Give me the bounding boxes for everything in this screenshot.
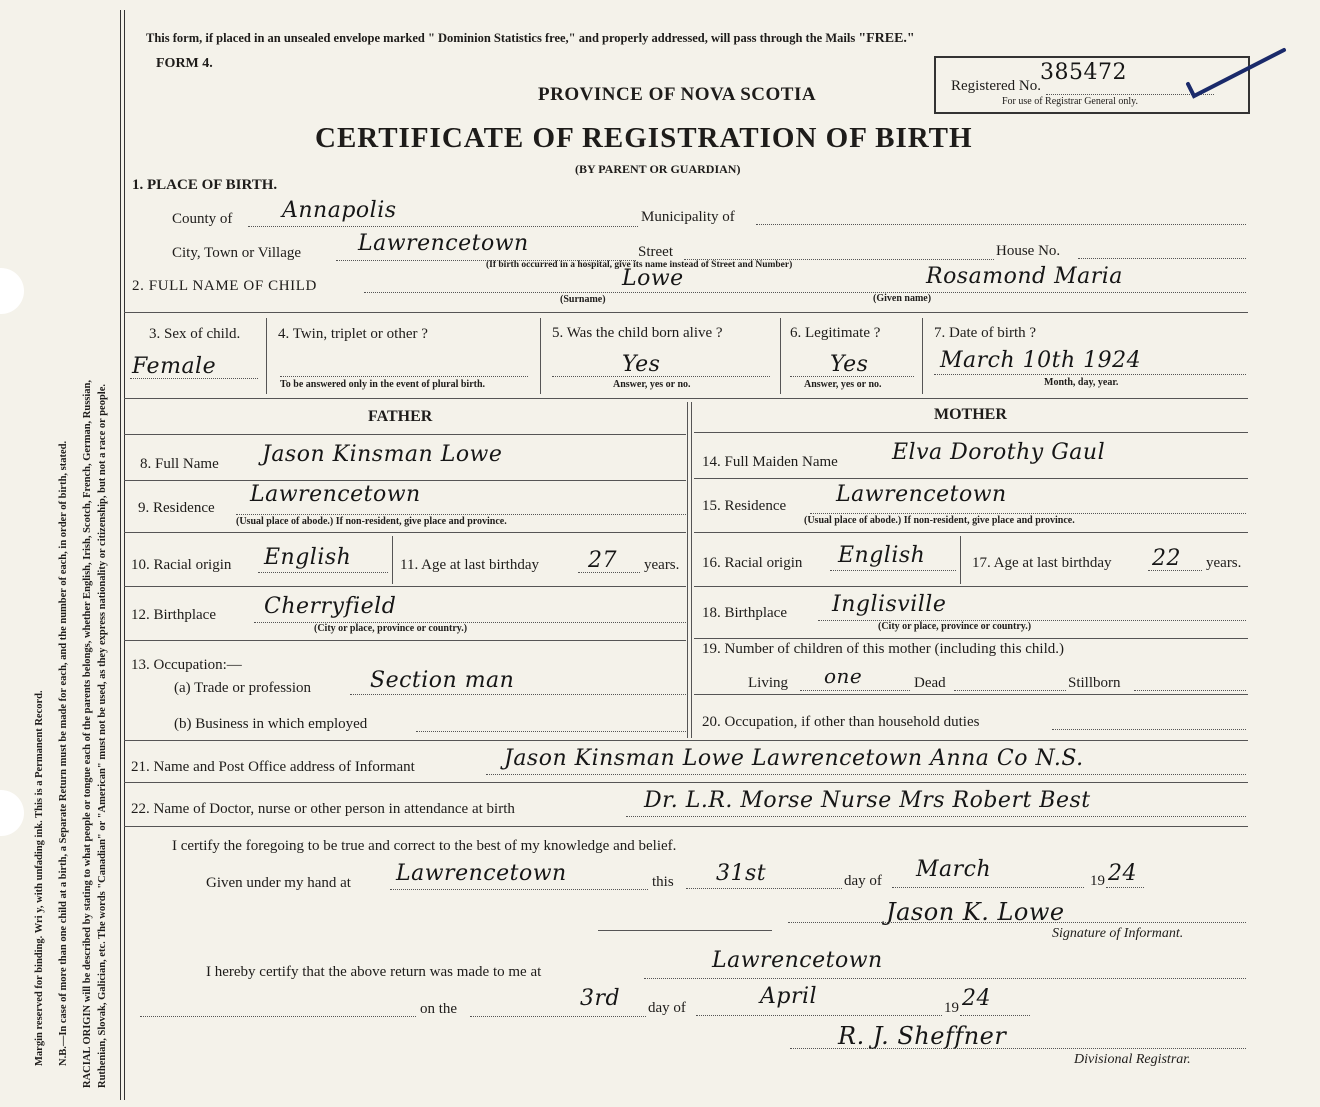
- father-race-rule: [124, 586, 686, 587]
- margin-note-racial-origin-2: Ruthenian, Slovak, Galician, etc. The words "Canadian" or "American" must not be used, as they express nationality or citizenship, but not a race or people.: [97, 383, 108, 1088]
- child-given-name: Rosamond Maria: [926, 264, 1123, 289]
- mother-birthplace-value: Inglisville: [832, 592, 947, 617]
- father-birthplace-label: 12. Birthplace: [131, 607, 216, 623]
- legitimate-label: 6. Legitimate ?: [790, 325, 881, 341]
- mail-notice: [146, 31, 915, 47]
- father-residence-note: (Usual place of abode.) If non-resident, give place and province.: [236, 516, 507, 527]
- mother-children-rule: [694, 694, 1248, 695]
- alive-label: 5. Was the child born alive ?: [552, 325, 723, 341]
- father-trade-value: Section man: [370, 668, 515, 693]
- alive-value: Yes: [622, 352, 661, 377]
- sex-value: Female: [132, 354, 217, 379]
- parent-divider-2: [691, 402, 692, 738]
- given-place-line: [390, 889, 648, 890]
- father-heading: FATHER: [368, 408, 433, 425]
- registrar-on-line: [470, 1016, 646, 1017]
- doctor-value: Dr. L.R. Morse Nurse Mrs Robert Best: [644, 788, 1091, 813]
- informant-label: 21. Name and Post Office address of Informant: [131, 759, 415, 775]
- father-residence-line: [236, 514, 686, 515]
- legitimate-value: Yes: [830, 352, 869, 377]
- registrar-pre-line: [140, 1016, 416, 1017]
- street-label: Street: [638, 244, 673, 260]
- row3-divider-1: [266, 318, 267, 394]
- father-age-value: 27: [588, 548, 617, 573]
- certificate-title: CERTIFICATE OF REGISTRATION OF BIRTH: [315, 122, 973, 154]
- mother-living-label: Living: [748, 675, 788, 691]
- registrar-signature-label: Divisional Registrar.: [1074, 1052, 1191, 1067]
- father-race-divider: [392, 536, 393, 584]
- mother-residence-label: 15. Residence: [702, 498, 787, 514]
- registrar-on-label: on the: [420, 1001, 458, 1017]
- informant-rule: [124, 782, 1248, 783]
- father-race-label: 10. Racial origin: [131, 557, 232, 573]
- mother-residence-line: [810, 513, 1246, 514]
- row3-divider-3: [780, 318, 781, 394]
- certify-statement: I certify the foregoing to be true and correct to the best of my knowledge and belief.: [172, 838, 677, 854]
- father-name-rule: [124, 480, 686, 481]
- father-trade-line: [350, 694, 686, 695]
- registrar-day-value: April: [760, 984, 818, 1009]
- mother-race-line: [830, 570, 956, 571]
- mother-heading-rule: [694, 432, 1248, 433]
- mother-dead-line: [954, 690, 1066, 691]
- mail-notice-text: This form, if placed in an unsealed envelope marked " Dominion Statistics free," and properly addressed, will pass through the Mails: [146, 31, 856, 45]
- row3-top-border: [124, 312, 1248, 313]
- registrar-place: Lawrencetown: [712, 948, 883, 973]
- parent-divider: [687, 402, 688, 738]
- registrar-signature: R. J. Sheffner: [838, 1022, 1007, 1050]
- mother-age-unit: years.: [1206, 555, 1242, 571]
- twin-label: 4. Twin, triplet or other ?: [278, 326, 428, 342]
- margin-note-racial-origin: RACIAL ORIGIN will be described by stating to what people or tongue each of the parents belongs, whether English, Irish, Scotch, French, German, Russian,: [82, 379, 93, 1088]
- registered-note: For use of Registrar General only.: [1002, 96, 1138, 107]
- mother-age-line: [1148, 570, 1202, 571]
- given-under-label: Given under my hand at: [206, 875, 351, 891]
- informant-signature-line: [788, 922, 1246, 923]
- father-business-line: [416, 731, 686, 732]
- checkmark-icon: [1180, 44, 1290, 104]
- house-line: [1078, 258, 1246, 259]
- row3-bottom-border: [124, 398, 1248, 399]
- dob-note: Month, day, year.: [1044, 377, 1119, 388]
- father-race-line: [258, 572, 388, 573]
- dob-label: 7. Date of birth ?: [934, 325, 1037, 341]
- given-name-note: (Given name): [873, 293, 932, 304]
- year-line: [1106, 887, 1144, 888]
- punch-hole-bottom: [0, 790, 24, 836]
- father-residence-label: 9. Residence: [138, 500, 215, 516]
- legitimate-line: [790, 376, 914, 377]
- mother-living-line: [800, 690, 910, 691]
- legitimate-note: Answer, yes or no.: [804, 379, 882, 390]
- sex-line: [130, 378, 258, 379]
- parents-bottom-border: [124, 740, 1248, 741]
- registrar-year-value: 24: [962, 986, 991, 1011]
- year-prefix: 19: [1090, 873, 1105, 889]
- twin-note: To be answered only in the event of plural birth.: [280, 379, 486, 390]
- municipality-label: Municipality of: [641, 209, 735, 225]
- father-name-label: 8. Full Name: [140, 456, 219, 472]
- row3-divider-4: [922, 318, 923, 394]
- twin-line: [280, 376, 528, 377]
- binding-margin-line-inner: [124, 10, 125, 1100]
- city-label: City, Town or Village: [172, 245, 302, 261]
- mother-name-label: 14. Full Maiden Name: [702, 454, 838, 470]
- mail-notice-free: "FREE.": [858, 31, 915, 46]
- mother-birthplace-label: 18. Birthplace: [702, 605, 787, 621]
- doctor-label: 22. Name of Doctor, nurse or other person in attendance at birth: [131, 801, 515, 817]
- registrar-statement: I hereby certify that the above return was made to me at: [206, 964, 542, 980]
- child-name-line: [364, 292, 1246, 293]
- city-value: Lawrencetown: [358, 231, 529, 256]
- father-age-label: 11. Age at last birthday: [400, 557, 539, 573]
- registrar-signature-line: [790, 1048, 1246, 1049]
- informant-value: Jason Kinsman Lowe Lawrencetown Anna Co N.S.: [504, 746, 1084, 771]
- father-birthplace-rule: [124, 640, 686, 641]
- mother-living-value: one: [824, 664, 863, 688]
- doctor-line: [626, 816, 1246, 817]
- father-race-value: English: [264, 545, 352, 570]
- registered-number: 385472: [1040, 60, 1127, 85]
- margin-note-binding: Margin reserved for binding. Wri y, with unfading ink. This is a Permanent Record.: [34, 690, 45, 1066]
- mother-race-divider: [960, 536, 961, 584]
- father-trade-label: (a) Trade or profession: [174, 680, 312, 696]
- mother-birthplace-note: (City or place, province or country.): [878, 621, 1032, 632]
- mother-stillborn-line: [1134, 690, 1246, 691]
- child-surname: Lowe: [622, 266, 684, 291]
- child-name-label: 2. FULL NAME OF CHILD: [132, 278, 317, 294]
- registrar-year-line: [960, 1015, 1030, 1016]
- registrar-place-line: [644, 978, 1246, 979]
- father-heading-rule: [124, 434, 686, 435]
- mother-race-rule: [694, 586, 1248, 587]
- this-day-line: [686, 888, 842, 889]
- mother-stillborn-label: Stillborn: [1068, 675, 1121, 691]
- mother-dead-label: Dead: [914, 675, 946, 691]
- mother-age-label: 17. Age at last birthday: [972, 555, 1112, 571]
- alive-line: [552, 376, 770, 377]
- father-residence-rule: [124, 532, 686, 533]
- mother-residence-value: Lawrencetown: [836, 482, 1007, 507]
- province-heading: PROVINCE OF NOVA SCOTIA: [538, 84, 817, 105]
- form-number: FORM 4.: [156, 56, 213, 71]
- dob-line: [934, 374, 1246, 375]
- informant-signature: Jason K. Lowe: [886, 898, 1065, 926]
- father-birthplace-value: Cherryfield: [264, 594, 397, 619]
- doctor-rule: [124, 826, 1248, 827]
- given-place-value: Lawrencetown: [396, 861, 567, 886]
- this-label: this: [652, 874, 674, 890]
- place-heading: 1. PLACE OF BIRTH.: [132, 177, 278, 193]
- informant-line: [486, 774, 1246, 775]
- informant-signature-label: Signature of Informant.: [1052, 926, 1184, 941]
- hospital-note: (If birth occurred in a hospital, give its name instead of Street and Number): [486, 260, 793, 270]
- binding-margin-line: [120, 10, 121, 1100]
- mother-occupation-label: 20. Occupation, if other than household duties: [702, 714, 980, 730]
- dob-value: March 10th 1924: [940, 348, 1142, 373]
- mother-race-value: English: [838, 543, 926, 568]
- father-residence-value: Lawrencetown: [250, 482, 421, 507]
- row3-divider-2: [540, 318, 541, 394]
- registrar-year-prefix: 19: [944, 1000, 959, 1016]
- registrar-day-line: [696, 1015, 942, 1016]
- mother-age-value: 22: [1152, 546, 1181, 571]
- mother-occupation-line: [1052, 729, 1246, 730]
- mother-birthplace-rule: [694, 638, 1248, 639]
- county-value: Annapolis: [282, 198, 397, 223]
- mother-residence-rule: [694, 532, 1248, 533]
- mother-residence-note: (Usual place of abode.) If non-resident, give place and province.: [804, 515, 1075, 526]
- father-age-unit: years.: [644, 557, 680, 573]
- father-name-value: Jason Kinsman Lowe: [262, 442, 503, 467]
- county-line: [248, 226, 638, 227]
- day-of-value: March: [916, 857, 992, 882]
- alive-note: Answer, yes or no.: [613, 379, 691, 390]
- mother-race-label: 16. Racial origin: [702, 555, 803, 571]
- surname-note: (Surname): [560, 294, 606, 305]
- margin-note-multiple-births: N.B.—In case of more than one child at a birth, a Separate Return must be made for each, and the number of each, in order of birth, stated.: [58, 440, 69, 1066]
- mother-name-value: Elva Dorothy Gaul: [892, 440, 1106, 465]
- registrar-on-value: 3rd: [580, 986, 621, 1011]
- father-business-label: (b) Business in which employed: [174, 716, 368, 732]
- sex-label: 3. Sex of child.: [149, 326, 241, 342]
- father-birthplace-note: (City or place, province or country.): [314, 623, 468, 634]
- day-of-line: [892, 887, 1084, 888]
- year-value: 24: [1108, 861, 1137, 886]
- punch-hole-top: [0, 268, 24, 314]
- father-age-line: [578, 572, 640, 573]
- house-label: House No.: [996, 243, 1061, 259]
- county-label: County of: [172, 211, 233, 227]
- father-occupation-label: 13. Occupation:—: [131, 657, 242, 673]
- mother-children-label: 19. Number of children of this mother (including this child.): [702, 641, 1065, 657]
- mother-heading: MOTHER: [934, 406, 1007, 423]
- this-day-value: 31st: [716, 861, 767, 886]
- blank-signature-rule: [598, 930, 772, 931]
- registered-label: Registered No.: [951, 78, 1041, 94]
- day-of-label: day of: [844, 873, 882, 889]
- municipality-line: [756, 224, 1246, 225]
- mother-name-rule: [694, 478, 1248, 479]
- certificate-subtitle: (BY PARENT OR GUARDIAN): [575, 162, 741, 176]
- registrar-day-label: day of: [648, 1000, 686, 1016]
